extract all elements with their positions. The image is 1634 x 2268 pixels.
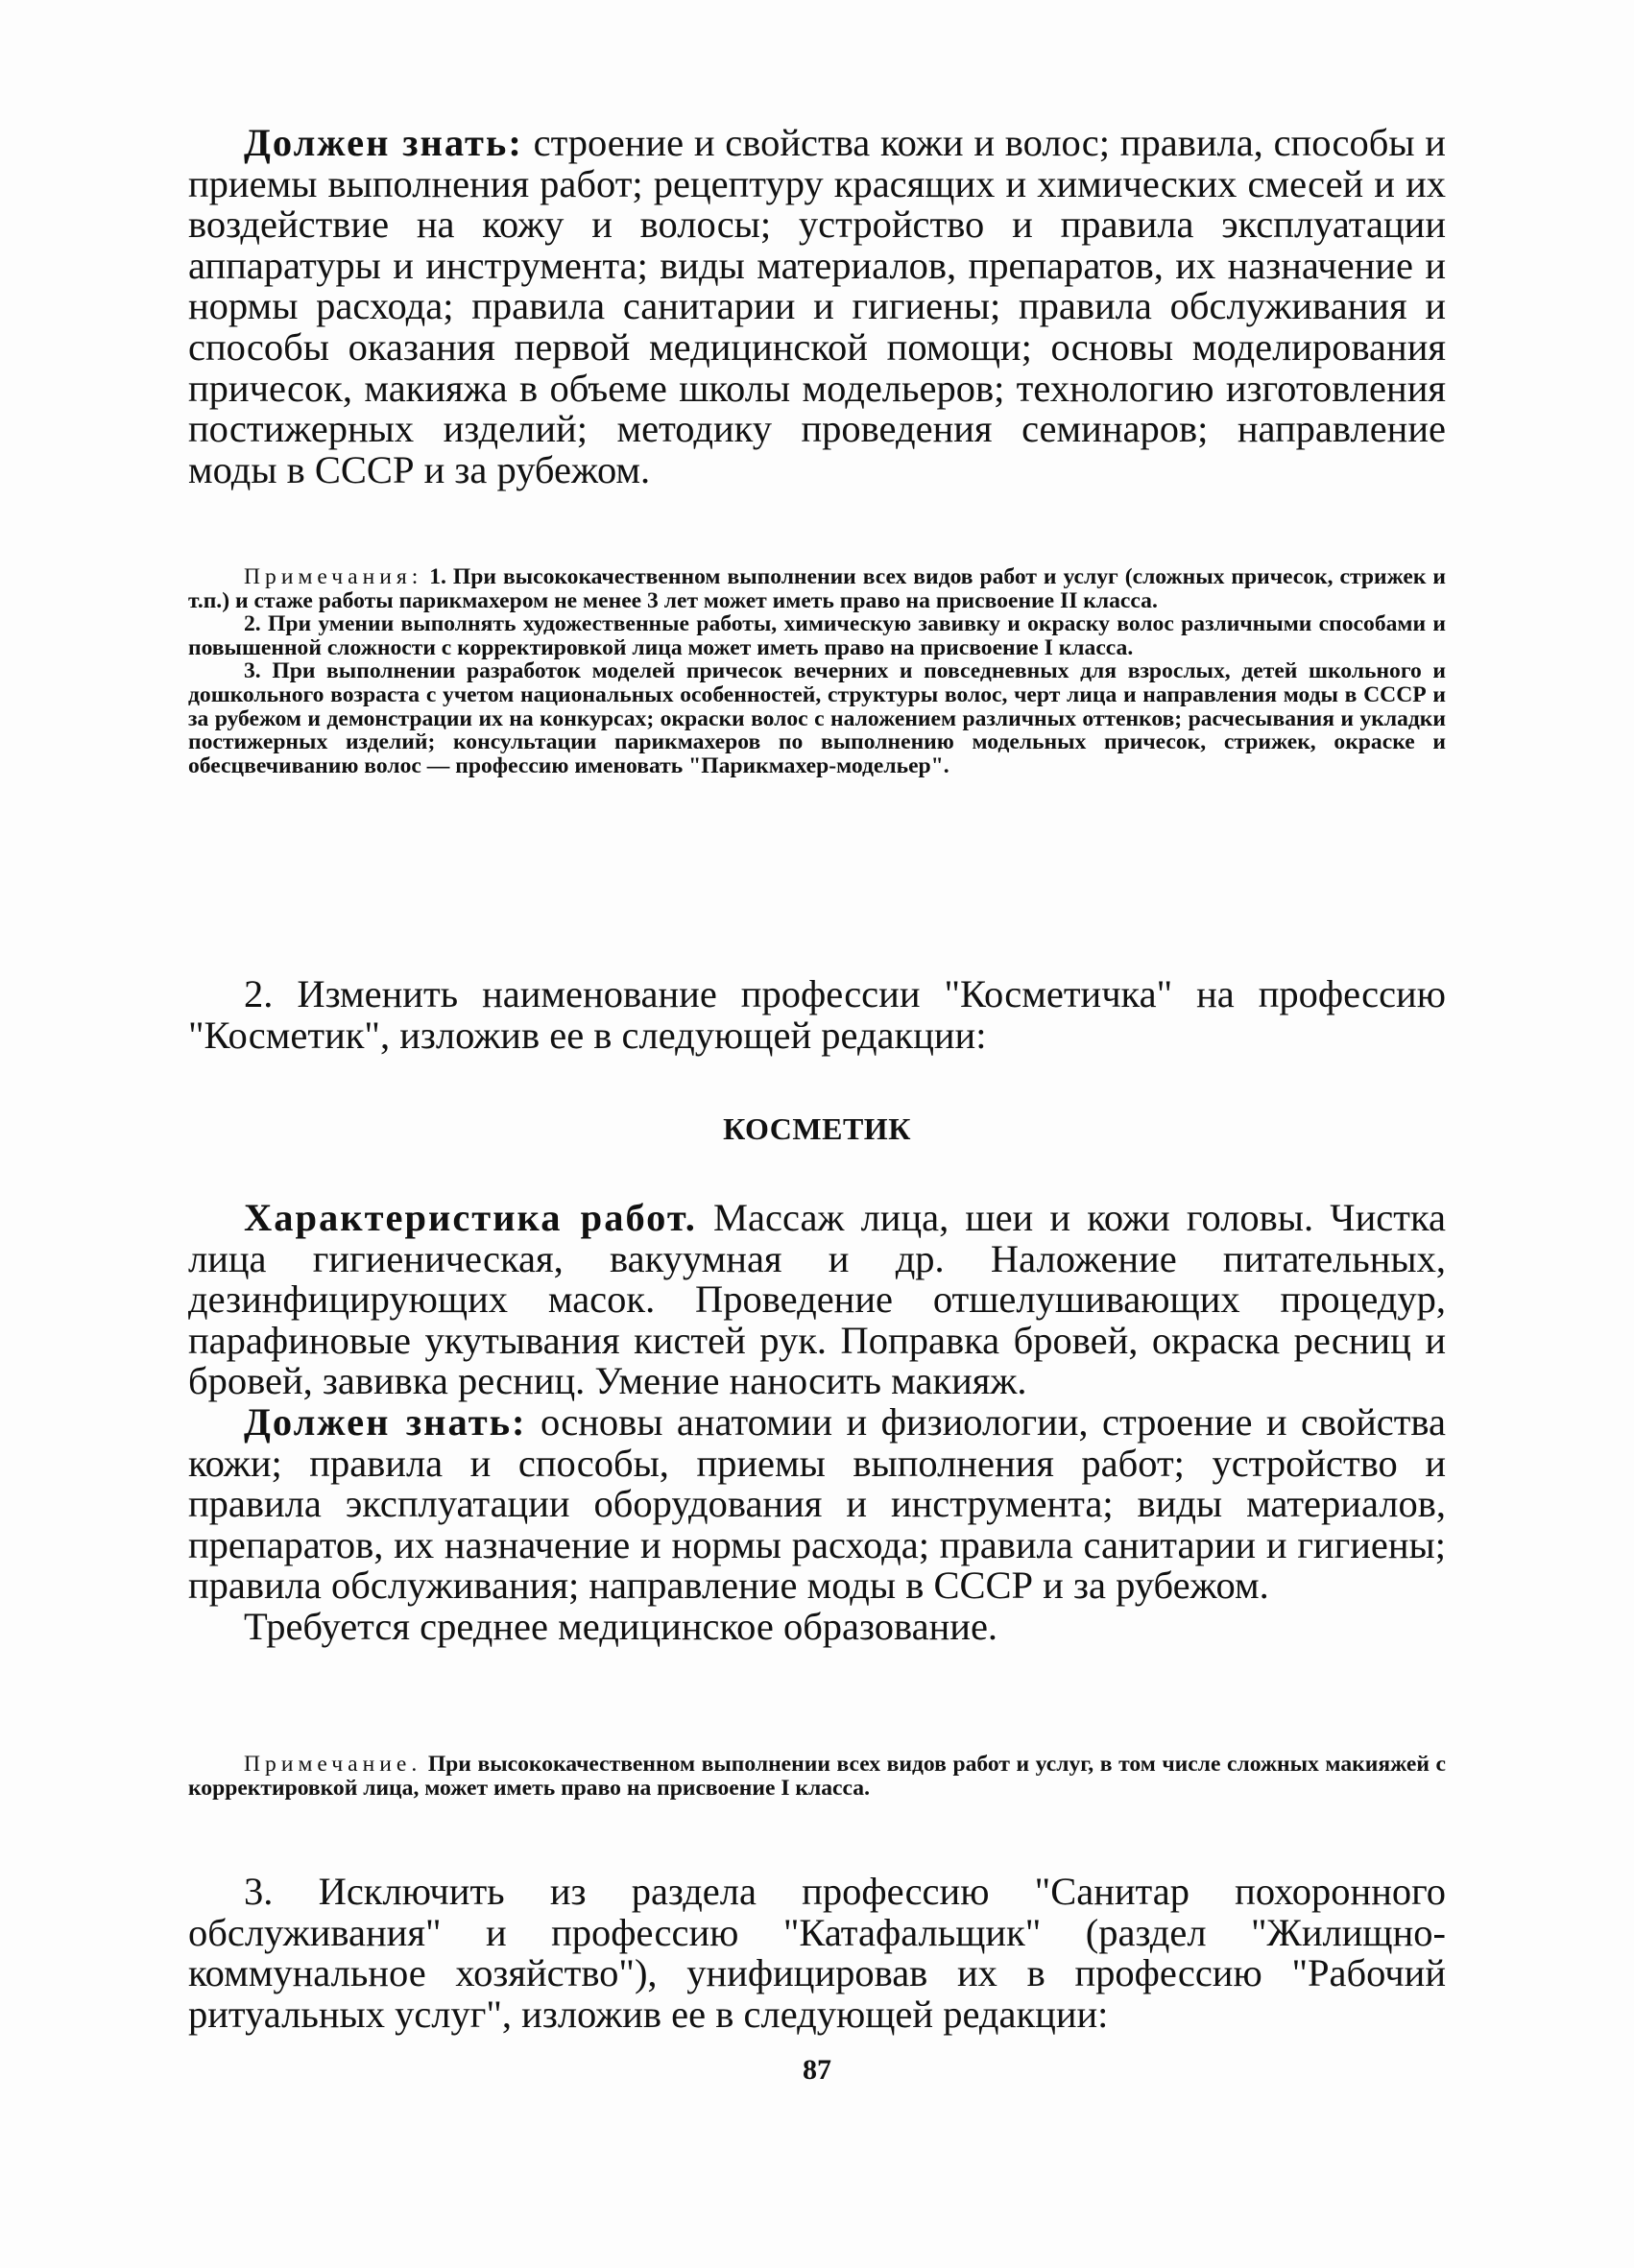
kosmetik-note-text: При высококачественном выполнении всех видов работ и услуг, в том числе сложных макияжей с корректировкой лица, может иметь право на присвоение I класса. [188,1752,1446,1801]
characteristics-lead: Характеристика работ. [244,1196,697,1239]
amendment-paragraph-2 [188,974,1446,1056]
block-kosmetik [188,1198,1446,1648]
amendment-2-text: 2. Изменить наименование профессии "Косметичка" на профессию "Косметик", изложив ее в следующей редакции: [188,972,1446,1057]
knowledge-paragraph [188,123,1446,490]
notes-hairdresser [188,565,1446,777]
education-requirement: Требуется среднее медицинское образование. [244,1604,998,1648]
notes-label: Примечания: [244,564,423,589]
note-item-1-text: 1. При высококачественном выполнении всех видов работ и услуг (сложных причесок, стрижек и т.п.) и стаже работы парикмахером не менее 3 лет может иметь право на присвоение II класса. [188,564,1446,613]
section-heading [188,1111,1446,1147]
note-item-2: 2. При умении выполнять художественные работы, химическую завивку и окраску волос различными способами и повышенной сложности с корректировкой лица может иметь право на присвоение I класса. [188,611,1446,660]
kosmetik-note [188,1753,1446,1800]
kosmetik-knowledge-lead: Должен знать: [244,1399,527,1444]
note-item-1 [188,565,1446,612]
block-hairdresser-knowledge [188,123,1446,490]
characteristics-text: Массаж лица, шеи и кожи головы. Чистка лица гигиеническая, вакуумная и др. Наложение питательных, дезинфицирующих масок. Проведение отшелушивающих процедур, парафиновые укутывания кистей рук. Поправка бровей, окраска ресниц и бровей, завивка ресниц. Умение наносить макияж. [188,1196,1446,1403]
section-title: КОСМЕТИК [723,1111,911,1146]
knowledge-lead: Должен знать: [244,121,523,164]
kosmetik-knowledge-paragraph [188,1399,1446,1608]
amendment-paragraph-3 [188,1872,1446,2035]
kosmetik-note-label: Примечание. [244,1752,422,1777]
note-kosmetik [188,1753,1446,1800]
kosmetik-knowledge-text: основы анатомии и физиологии, строение и свойства кожи; правила и способы, приемы выполнения работ; устройство и правила эксплуатации оборудования и инструмента; виды материалов, препаратов, их назначение и нормы расхода; правила санитарии и гигиены; правила обслуживания; направление моды в СССР и за рубежом. [188,1399,1446,1608]
amendment-3-text: 3. Исключить из раздела профессию "Санитар похоронного обслуживания" и профессию "Катафальщик" (раздел "Жилищно-коммунальное хозяйство"), унифицировав их в профессию "Рабочий ритуальных услуг", изложив ее в следующей редакции: [188,1870,1446,2036]
knowledge-text: строение и свойства кожи и волос; правила, способы и приемы выполнения работ; рецептуру красящих и химических смесей и их воздействие на кожу и волосы; устройство и правила эксплуатации аппаратуры и инструмента; виды материалов, препаратов, их назначение и нормы расхода; правила санитарии и гигиены; правила обслуживания и способы оказания первой медицинской помощи; основы моделирования причесок, макияжа в объеме школы модельеров; технологию изготовления постижерных изделий; методику проведения семинаров; направление моды в СССР и за рубежом. [188,121,1446,491]
page-number: 87 [803,2054,831,2086]
note-item-3: 3. При выполнении разработок моделей причесок вечерних и повседневных для взрослых, детей школьного и дошкольного возраста с учетом национальных особенностей, структуры волос, черт лица и направления моды в СССР и за рубежом и демонстрации их на конкурсах; окраски волос с наложением различных оттенков; расчесывания и укладки постижерных изделий; консультации парикмахеров по выполнению модельных причесок, стрижек, окраске и обесцвечиванию волос — профессию именовать "Парикмахер-модельер". [188,658,1446,778]
characteristics-paragraph [188,1198,1446,1402]
